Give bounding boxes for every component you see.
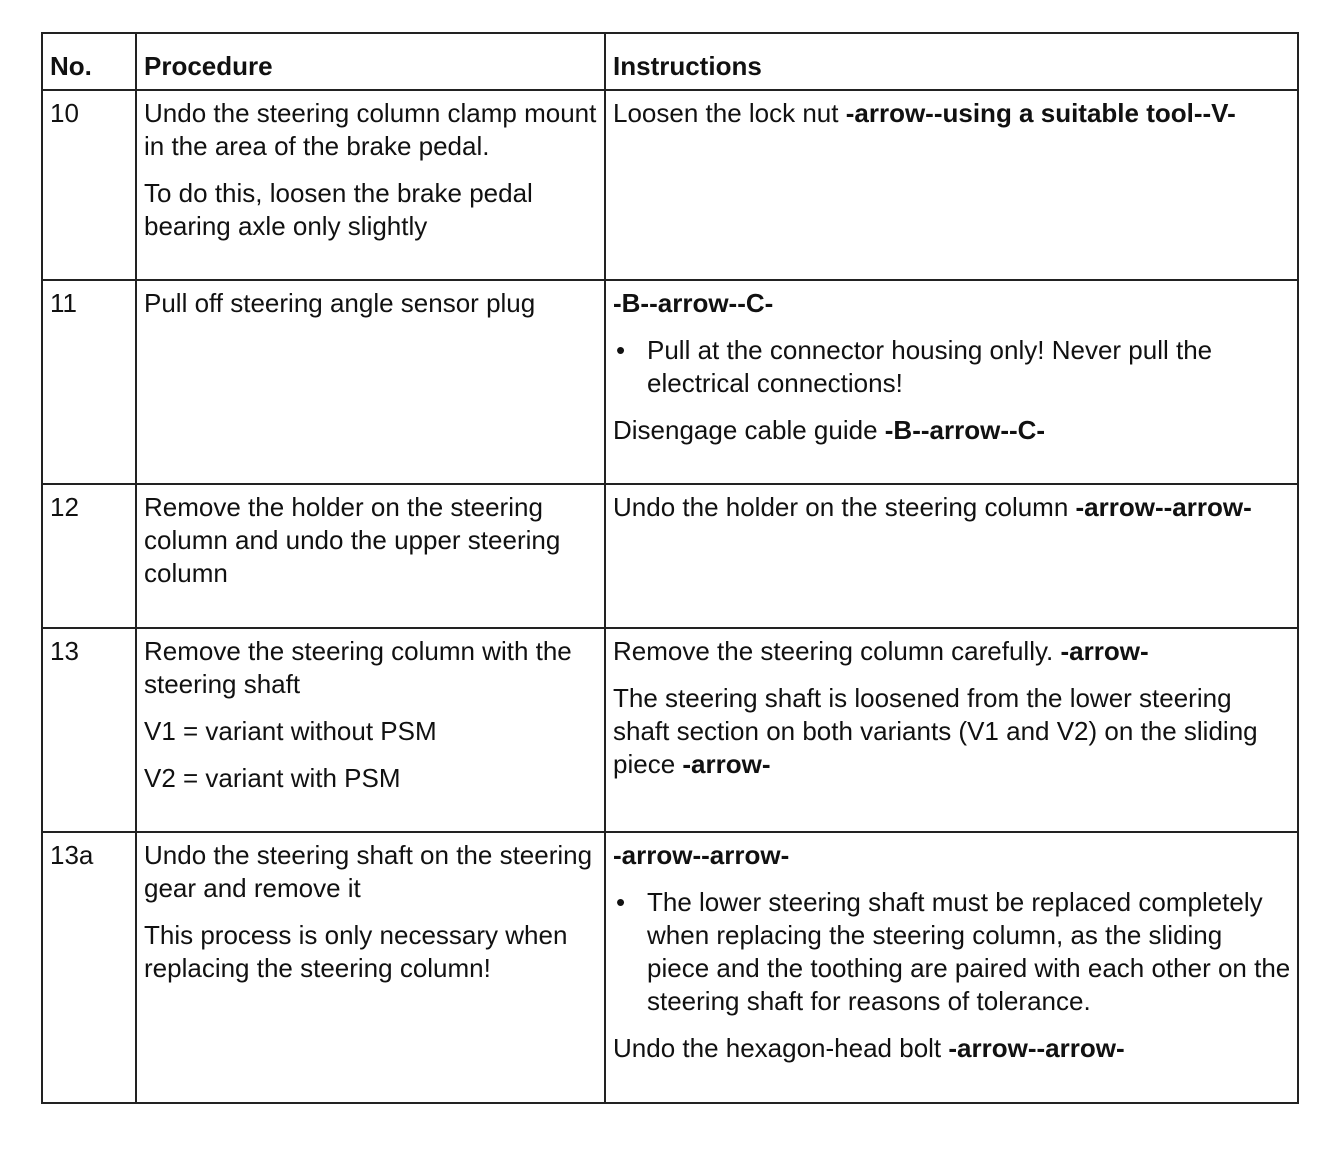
step-number: 10	[42, 90, 136, 280]
instruction-text: Remove the steering column carefully.	[613, 636, 1061, 666]
instructions-cell	[605, 484, 1298, 628]
instruction-reference: -arrow-	[682, 749, 771, 779]
instructions-cell	[605, 832, 1298, 1103]
instruction-line	[613, 97, 1291, 130]
instruction-reference: -arrow--using a suitable tool--V-	[845, 98, 1236, 128]
instruction-text: Undo the hexagon-head bolt	[613, 1033, 949, 1063]
header-procedure: Procedure	[136, 33, 605, 90]
bullet-item	[613, 886, 1291, 1018]
bullet-text: Pull at the connector housing only! Never pull the electrical connections!	[647, 335, 1213, 398]
procedure-text: V1 = variant without PSM	[144, 716, 437, 746]
bullet-icon: •	[616, 335, 626, 365]
instruction-line	[613, 414, 1291, 447]
instructions-cell	[605, 628, 1298, 832]
instruction-text: Undo the holder on the steering column	[613, 492, 1076, 522]
header-row	[42, 33, 1298, 90]
table-row	[42, 628, 1298, 832]
step-number: 11	[42, 280, 136, 484]
procedure-text: Undo the steering column clamp mount in the area of the brake pedal.	[144, 98, 597, 161]
instruction-reference: -B--arrow--C-	[884, 415, 1046, 445]
instruction-reference: -arrow-	[1060, 636, 1149, 666]
header-no: No.	[42, 33, 136, 90]
procedure-text: Remove the holder on the steering column and undo the upper steering column	[144, 492, 561, 588]
step-number: 13a	[42, 832, 136, 1103]
instruction-line	[613, 1032, 1291, 1065]
bullet-text: The lower steering shaft must be replaced completely when replacing the steering column, as the sliding piece and the toothing are paired with each other on the steering shaft for reasons of tolerance.	[647, 887, 1291, 1016]
instruction-line	[613, 682, 1291, 781]
procedure-text: Remove the steering column with the steering shaft	[144, 636, 572, 699]
procedure-cell	[136, 628, 605, 832]
procedure-cell	[136, 280, 605, 484]
table-row	[42, 484, 1298, 628]
instructions-cell	[605, 280, 1298, 484]
procedure-text: Pull off steering angle sensor plug	[144, 288, 536, 318]
instruction-reference: -arrow--arrow-	[613, 840, 790, 870]
table-row	[42, 832, 1298, 1103]
instruction-line	[613, 491, 1291, 524]
table-row	[42, 280, 1298, 484]
instruction-line	[613, 839, 1291, 872]
instruction-text: The steering shaft is loosened from the lower steering shaft section on both variants (V1 and V2) on the sliding piece	[613, 683, 1258, 779]
instruction-line	[613, 635, 1291, 668]
instruction-reference: -arrow--arrow-	[948, 1033, 1125, 1063]
procedure-text: V2 = variant with PSM	[144, 763, 401, 793]
table-row	[42, 90, 1298, 280]
procedure-cell	[136, 484, 605, 628]
procedure-table	[41, 32, 1299, 1104]
procedure-cell	[136, 832, 605, 1103]
header-instructions: Instructions	[605, 33, 1298, 90]
bullet-icon: •	[616, 887, 626, 917]
instruction-line	[613, 287, 1291, 320]
procedure-text: To do this, loosen the brake pedal bearing axle only slightly	[144, 178, 533, 241]
step-number: 13	[42, 628, 136, 832]
step-number: 12	[42, 484, 136, 628]
bullet-item	[613, 334, 1291, 400]
instruction-text: Loosen the lock nut	[613, 98, 846, 128]
instruction-reference: -B--arrow--C-	[613, 288, 774, 318]
procedure-text: Undo the steering shaft on the steering gear and remove it	[144, 840, 593, 903]
procedure-text: This process is only necessary when replacing the steering column!	[144, 920, 568, 983]
instruction-reference: -arrow--arrow-	[1075, 492, 1252, 522]
instructions-cell	[605, 90, 1298, 280]
procedure-cell	[136, 90, 605, 280]
instruction-text: Disengage cable guide	[613, 415, 885, 445]
